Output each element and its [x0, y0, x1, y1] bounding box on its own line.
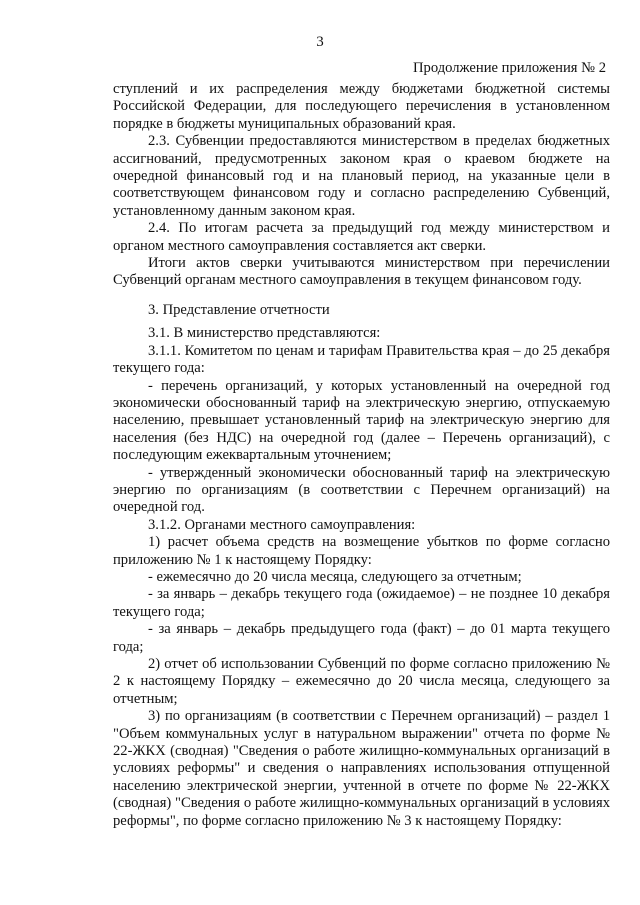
section-heading: 3. Представление отчетности	[148, 301, 330, 318]
paragraph-3-1-1: 3.1.1. Комитетом по ценам и тарифам Правительства края – до 25 декабря текущего года:	[113, 342, 610, 377]
list-item: - перечень организаций, у которых установленный на очередной год экономически обоснованный тариф на электрическую энергию, отпускаемую населению, превышает установленный тариф на электрическую энергию для населения (без НДС) на очередной год (далее – Перечень организаций), с последующим ежеквартальным уточнением;	[113, 377, 610, 464]
paragraph-continuation: ступлений и их распределения между бюджетами бюджетной системы Российской Федерации, для последующего перечисления в установленном порядке в бюджеты муниципальных образований края.	[113, 81, 610, 132]
list-item: - ежемесячно до 20 числа месяца, следующего за отчетным;	[148, 568, 522, 585]
document-body	[113, 81, 610, 830]
appendix-note: Продолжение приложения № 2	[413, 60, 606, 76]
numbered-item-1: 1) расчет объема средств на возмещение убытков по форме согласно приложению № 1 к настоящему Порядку:	[113, 534, 610, 568]
numbered-item-3: 3) по организациям (в соответствии с Перечнем организаций) – раздел 1 "Объем коммунальных услуг в натуральном выражении" отчета по форме № 22-ЖКХ (сводная) "Сведения о работе жилищно-коммунальных организаций в условиях реформы" и сведения о направлениях использования отпущенной населению электрической энергии, учтенной в отчете по форме № 22-ЖКХ (сводная) "Сведения о работе жилищно-коммунальных организаций в условиях реформы", по форме согласно приложению № 3 к настоящему Порядку:	[113, 708, 610, 829]
paragraph-2-3: 2.3. Субвенции предоставляются министерством в пределах бюджетных ассигнований, предусмотренных законом края о краевом бюджете на очередной финансовый год и на плановый период, на указанные цели в соответствующем финансовом году и согласно распределению Субвенций, установленному данным законом края.	[113, 133, 610, 219]
list-item: - утвержденный экономически обоснованный тариф на электрическую энергию по организациям (в соответствии с Перечнем организаций) на очередной год.	[113, 464, 610, 516]
paragraph-3-1-2: 3.1.2. Органами местного самоуправления:	[148, 516, 416, 533]
paragraph-3-1: 3.1. В министерство представляются:	[148, 325, 381, 342]
list-item: - за январь – декабрь предыдущего года (факт) – до 01 марта текущего года;	[113, 621, 610, 655]
paragraph-reconciliation: Итоги актов сверки учитываются министерством при перечислении Субвенций органам местного самоуправления в текущем финансовом году.	[113, 255, 610, 289]
page-number: 3	[316, 34, 324, 50]
list-item: - за январь – декабрь текущего года (ожидаемое) – не позднее 10 декабря текущего года;	[113, 586, 610, 620]
numbered-item-2: 2) отчет об использовании Субвенций по форме согласно приложению № 2 к настоящему Порядку – ежемесячно до 20 числа месяца, следующего за отчетным;	[113, 656, 610, 707]
paragraph-2-4: 2.4. По итогам расчета за предыдущий год между министерством и органом местного самоуправления составляется акт сверки.	[113, 220, 610, 254]
